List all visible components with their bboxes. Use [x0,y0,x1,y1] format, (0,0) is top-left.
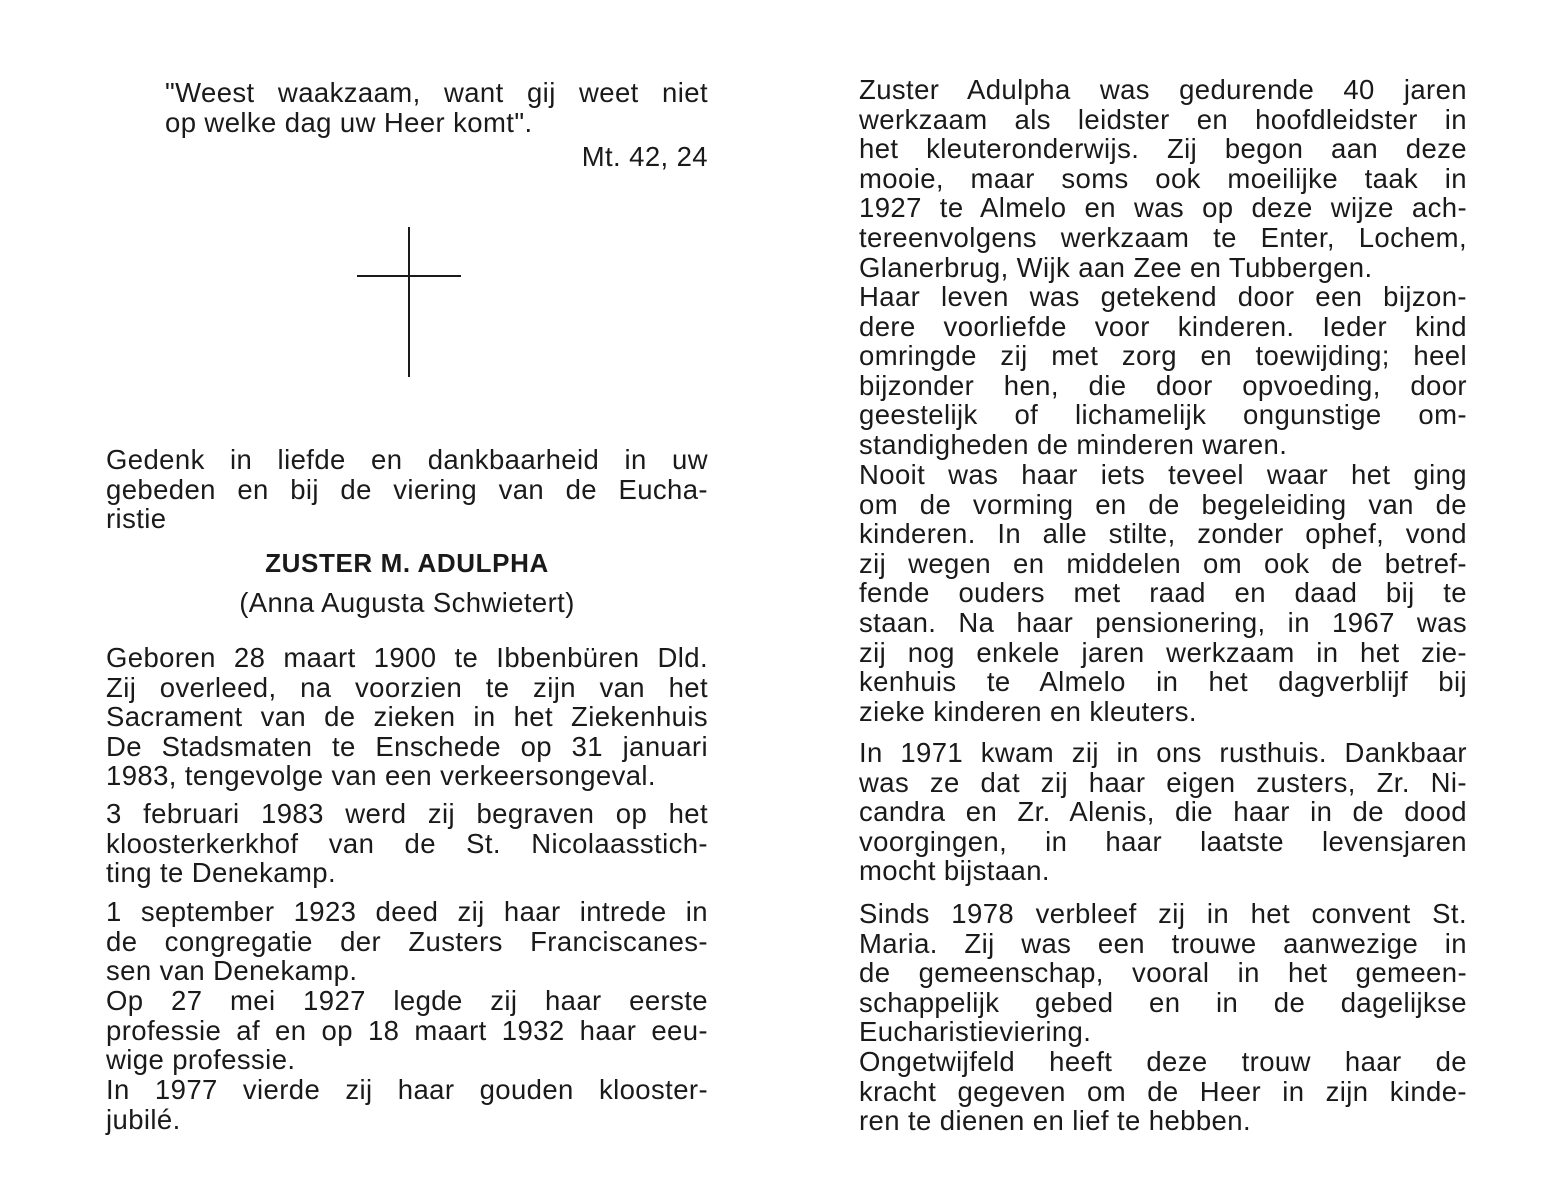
entry-paragraph [106,897,708,986]
intro-paragraph [106,445,708,534]
text-line: voorgingen, in haar laatste levensjaren [859,825,1467,857]
text-line: Glanerbrug, Wijk aan Zee en Tubbergen. [859,251,1373,283]
text-line: om de vorming en de begeleiding van de [859,488,1467,520]
birth-death-paragraph [106,643,708,791]
convent-paragraph [859,899,1467,1047]
text-line: In 1977 vierde zij haar gouden klooster- [106,1074,708,1105]
quote-reference: Mt. 42, 24 [581,141,708,172]
text-line: ren te dienen en lief te hebben. [859,1105,1251,1137]
text-line: omringde zij met zorg en toewijding; heel [859,340,1467,372]
text-line: kracht gegeven om de Heer in zijn kinde- [859,1075,1467,1107]
text-line: candra en Zr. Alenis, die haar in de dood [859,796,1467,828]
text-line: bijzonder hen, die door opvoeding, door [859,369,1467,401]
text-line: zieke kinderen en kleuters. [859,695,1197,727]
cross-icon [357,227,461,377]
text-line: professie af en op 18 maart 1932 haar eeu- [106,1014,708,1046]
text-line: Gedenk in liefde en dankbaarheid in uw [106,444,708,475]
text-line: gebeden en bij de viering van de Eucha- [106,473,708,505]
text-line: was ze dat zij haar eigen zusters, Zr. Ni- [859,766,1467,798]
text-line: het kleuteronderwijs. Zij begon aan deze [859,133,1467,165]
text-line: kloosterkerkhof van de St. Nicolaasstich- [106,827,708,859]
cross-horizontal-bar [357,275,461,277]
text-line: ristie [106,503,167,535]
text-line: Geboren 28 maart 1900 te Ibbenbüren Dld. [106,642,708,673]
text-line: mocht bijstaan. [859,855,1050,887]
text-line: In 1971 kwam zij in ons rusthuis. Dankbaar [859,737,1467,768]
faithfulness-paragraph [859,1047,1467,1136]
text-line: werkzaam als leidster en hoofdleidster in [859,103,1467,135]
text-line: sen van Denekamp. [106,955,358,987]
text-line: wige professie. [106,1044,296,1076]
text-line: Eucharistieviering. [859,1016,1092,1048]
text-line: de gemeenschap, vooral in het gemeen- [859,957,1467,989]
text-line: 1 september 1923 deed zij haar intrede in [106,896,708,927]
text-line: De Stadsmaten te Enschede op 31 januari [106,730,708,762]
text-line: schappelijk gebed en in de dagelijkse [859,986,1467,1018]
text-line: Zuster Adulpha was gedurende 40 jaren [859,74,1467,105]
text-line: ting te Denekamp. [106,857,336,889]
text-line: zij nog enkele jaren werkzaam in het zie- [859,636,1467,668]
profession-paragraph [106,986,708,1075]
text-line: standigheden de minderen waren. [859,428,1288,460]
text-line: Nooit was haar iets teveel waar het ging [859,459,1467,490]
text-line: 3 februari 1983 werd zij begraven op het [106,798,708,829]
deceased-civil-name: (Anna Augusta Schwietert) [239,587,575,618]
never-too-much-paragraph [859,460,1467,726]
text-line: Sinds 1978 verbleef zij in het convent St. [859,898,1467,929]
burial-paragraph [106,799,708,888]
text-line: Maria. Zij was een trouwe aanwezige in [859,927,1467,959]
rest-home-paragraph [859,738,1467,886]
text-line: staan. Na haar pensionering, in 1967 was [859,606,1467,638]
text-line: mooie, maar soms ook moeilijke taak in [859,162,1467,194]
text-line: Op 27 mei 1927 legde zij haar eerste [106,985,708,1016]
text-line: 1983, tengevolge van een verkeersongeval. [106,760,656,792]
text-line: jubilé. [106,1103,181,1135]
text-line: fende ouders met raad en daad bij te [859,577,1467,609]
love-children-paragraph [859,282,1467,460]
text-line: 1927 te Almelo en was op deze wijze ach- [859,192,1467,224]
text-line: zij wegen en middelen om ook de betref- [859,547,1467,579]
text-line: Haar leven was getekend door een bijzon- [859,281,1467,312]
text-line: Zij overleed, na voorzien te zijn van het [106,671,708,703]
quote-line: op welke dag uw Heer komt". [165,107,533,138]
cross-vertical-bar [408,227,410,377]
text-line: tereenvolgens werkzaam te Enter, Lochem, [859,221,1467,253]
bible-quote [165,78,708,172]
text-line: Ongetwijfeld heeft deze trouw haar de [859,1046,1467,1077]
text-line: dere voorliefde voor kinderen. Ieder kind [859,310,1467,342]
jubilee-paragraph [106,1075,708,1134]
text-line: geestelijk of lichamelijk ongunstige om- [859,399,1467,431]
text-line: Sacrament van de zieken in het Ziekenhuis [106,701,708,733]
career-paragraph [859,75,1467,282]
text-line: kinderen. In alle stilte, zonder ophef, vond [859,518,1467,550]
quote-line: "Weest waakzaam, want gij weet niet [165,77,708,108]
deceased-name: ZUSTER M. ADULPHA [265,548,549,578]
text-line: kenhuis te Almelo in het dagverblijf bij [859,666,1467,698]
text-line: de congregatie der Zusters Franciscanes- [106,925,708,957]
